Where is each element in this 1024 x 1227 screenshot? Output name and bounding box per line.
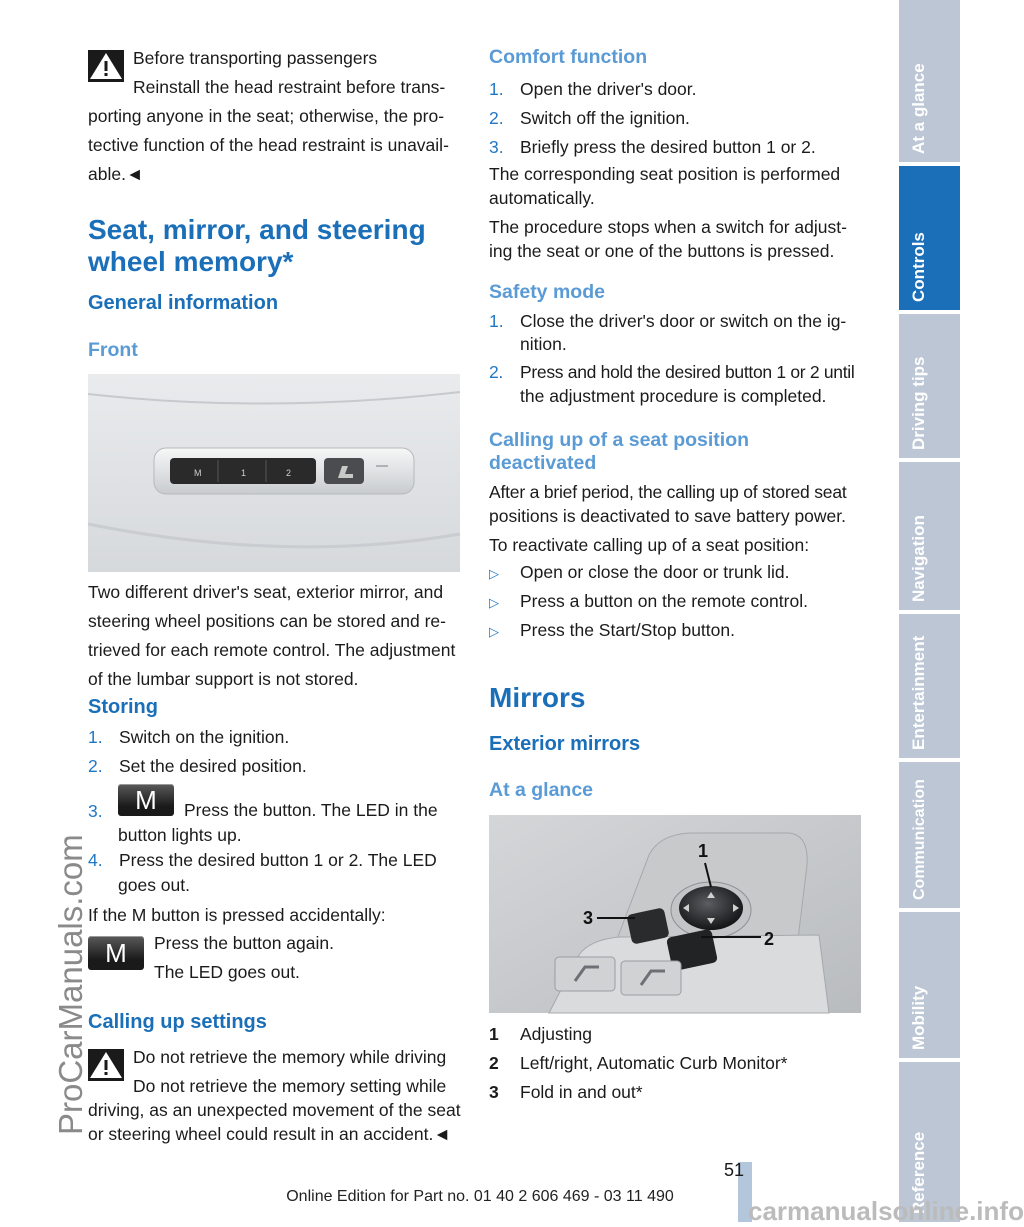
tab-communication[interactable] xyxy=(899,762,960,908)
bullet-text: Open or close the door or trunk lid. xyxy=(520,562,790,582)
step-text: Press the desired button 1 or 2. The LED xyxy=(119,850,437,870)
memory-label-1: 1 xyxy=(241,468,247,478)
heading-safety-mode: Safety mode xyxy=(489,281,605,303)
heading-at-a-glance: At a glance xyxy=(489,779,594,801)
legend-number: 3 xyxy=(489,1082,499,1102)
bullet-triangle-icon: ▷ xyxy=(489,595,499,610)
warning-text: porting anyone in the seat; otherwise, the pro- xyxy=(88,106,445,126)
legend-item xyxy=(489,1050,869,1077)
step-text: Briefly press the desired button 1 or 2. xyxy=(520,137,816,157)
legend-number: 1 xyxy=(489,1024,499,1044)
tab-label: Controls xyxy=(909,232,928,302)
heading-general-information: General information xyxy=(88,292,279,314)
step-number: 2. xyxy=(88,756,103,776)
accident-text: Press the button again. xyxy=(154,933,334,953)
list-item xyxy=(88,753,468,780)
paragraph: The procedure stops when a switch for adjust- xyxy=(489,217,847,237)
memory-label-2: 2 xyxy=(286,468,292,478)
list-item xyxy=(88,724,468,751)
step-number: 3. xyxy=(88,801,103,821)
intro-text: steering wheel positions can be stored and re- xyxy=(88,611,446,631)
accident-text: The LED goes out. xyxy=(154,962,300,982)
step-number: 4. xyxy=(88,850,103,870)
step-text: goes out. xyxy=(118,875,190,895)
callout-2: 2 xyxy=(764,929,775,949)
tab-label: At a glance xyxy=(909,63,928,154)
list-item xyxy=(489,76,869,103)
step-number: 1. xyxy=(88,727,103,747)
warning-text: Reinstall the head restraint before trans- xyxy=(133,77,446,97)
list-item xyxy=(489,559,869,587)
warning-text: or steering wheel could result in an accident.◄ xyxy=(88,1124,451,1144)
tab-at-a-glance[interactable] xyxy=(899,0,960,162)
paragraph: After a brief period, the calling up of stored seat xyxy=(489,482,847,502)
heading-deactivated: deactivated xyxy=(489,452,597,474)
tab-label: Communication xyxy=(911,779,928,900)
step-text: Open the driver's door. xyxy=(520,79,697,99)
step-text: Switch off the ignition. xyxy=(520,108,690,128)
tab-mobility[interactable] xyxy=(899,912,960,1058)
tab-label: Entertainment xyxy=(909,635,928,750)
warning-title: Do not retrieve the memory while driving xyxy=(133,1047,447,1067)
heading-exterior-mirrors: Exterior mirrors xyxy=(489,733,641,755)
watermark: ProCarManuals.com xyxy=(52,834,89,1135)
bullet-text: Press a button on the remote control. xyxy=(520,591,808,611)
heading-storing: Storing xyxy=(88,696,158,718)
warning-text: tective function of the head restraint is unavail- xyxy=(88,135,449,155)
warning-text: able.◄ xyxy=(88,164,144,184)
tab-controls[interactable] xyxy=(899,166,960,310)
legend-item xyxy=(489,1021,869,1048)
warning-icon xyxy=(88,1049,124,1081)
step-text: button lights up. xyxy=(118,825,242,845)
step-number: 1. xyxy=(489,311,504,331)
list-item xyxy=(489,105,869,132)
step-text: Press and hold the desired button 1 or 2 until xyxy=(520,362,855,382)
chapter-sidebar xyxy=(899,0,960,1222)
step-text: Close the driver's door or switch on the ig- xyxy=(520,311,847,331)
legend-text: Adjusting xyxy=(520,1024,592,1044)
step-number: 2. xyxy=(489,108,504,128)
tab-label: Navigation xyxy=(909,515,928,602)
tab-label: Driving tips xyxy=(909,356,928,450)
tab-label: Mobility xyxy=(909,985,928,1050)
heading-deactivated: Calling up of a seat position xyxy=(489,429,750,451)
memory-buttons-image xyxy=(88,374,460,572)
heading-calling-up-settings: Calling up settings xyxy=(88,1011,267,1033)
page-number: 51 xyxy=(724,1160,745,1180)
paragraph: ing the seat or one of the buttons is pressed. xyxy=(489,241,835,261)
callout-1: 1 xyxy=(698,841,709,861)
bullet-text: Press the Start/Stop button. xyxy=(520,620,735,640)
heading-front: Front xyxy=(88,339,138,361)
step-number: 2. xyxy=(489,362,503,382)
callout-3: 3 xyxy=(583,908,594,928)
paragraph: positions is deactivated to save battery power. xyxy=(489,506,847,526)
legend-item xyxy=(489,1079,869,1106)
bullet-triangle-icon: ▷ xyxy=(489,624,499,639)
legend-number: 2 xyxy=(489,1053,499,1073)
section-title-mirrors: Mirrors xyxy=(489,682,586,713)
step-number: 3. xyxy=(489,137,504,157)
step-number: 1. xyxy=(489,79,504,99)
heading-comfort-function: Comfort function xyxy=(489,46,648,68)
list-item xyxy=(489,617,869,645)
tab-navigation[interactable] xyxy=(899,462,960,610)
list-item xyxy=(88,847,468,874)
footer-edition: Online Edition for Part no. 01 40 2 606 469 - 03 11 490 xyxy=(286,1188,674,1205)
intro-text: trieved for each remote control. The adjustment xyxy=(88,640,456,660)
paragraph: To reactivate calling up of a seat position: xyxy=(489,535,810,555)
warning-text: driving, as an unexpected movement of the seat xyxy=(88,1100,461,1120)
step-text: Press the button. The LED in the xyxy=(184,800,438,820)
paragraph: automatically. xyxy=(489,188,595,208)
bullet-triangle-icon: ▷ xyxy=(489,566,499,581)
section-title: wheel memory* xyxy=(88,246,294,277)
tab-entertainment[interactable] xyxy=(899,614,960,758)
mirror-controls-image xyxy=(489,815,861,1013)
tab-driving-tips[interactable] xyxy=(899,314,960,458)
section-title: Seat, mirror, and steering xyxy=(88,214,426,245)
legend-text: Fold in and out* xyxy=(520,1082,643,1102)
legend-text: Left/right, Automatic Curb Monitor* xyxy=(520,1053,788,1073)
m-button-icon: M xyxy=(88,936,144,970)
step-text: Set the desired position. xyxy=(119,756,307,776)
step-text: the adjustment procedure is completed. xyxy=(520,386,827,406)
list-item xyxy=(489,588,869,616)
paragraph: The corresponding seat position is performed xyxy=(489,164,841,184)
memory-label-m: M xyxy=(194,468,202,478)
warning-title: Before transporting passengers xyxy=(133,48,378,68)
step-text: Switch on the ignition. xyxy=(119,727,290,747)
intro-text: of the lumbar support is not stored. xyxy=(88,669,359,689)
warning-icon xyxy=(88,50,124,82)
tab-label: Reference xyxy=(909,1131,928,1214)
warning-text: Do not retrieve the memory setting while xyxy=(133,1076,447,1096)
m-button-icon: M xyxy=(118,784,174,816)
site-watermark: carmanualsonline.info xyxy=(748,1196,1024,1226)
intro-text: Two different driver's seat, exterior mirror, and xyxy=(88,582,444,602)
list-item xyxy=(489,134,869,161)
step-text: nition. xyxy=(520,334,567,354)
accident-intro: If the M button is pressed accidentally: xyxy=(88,905,386,925)
